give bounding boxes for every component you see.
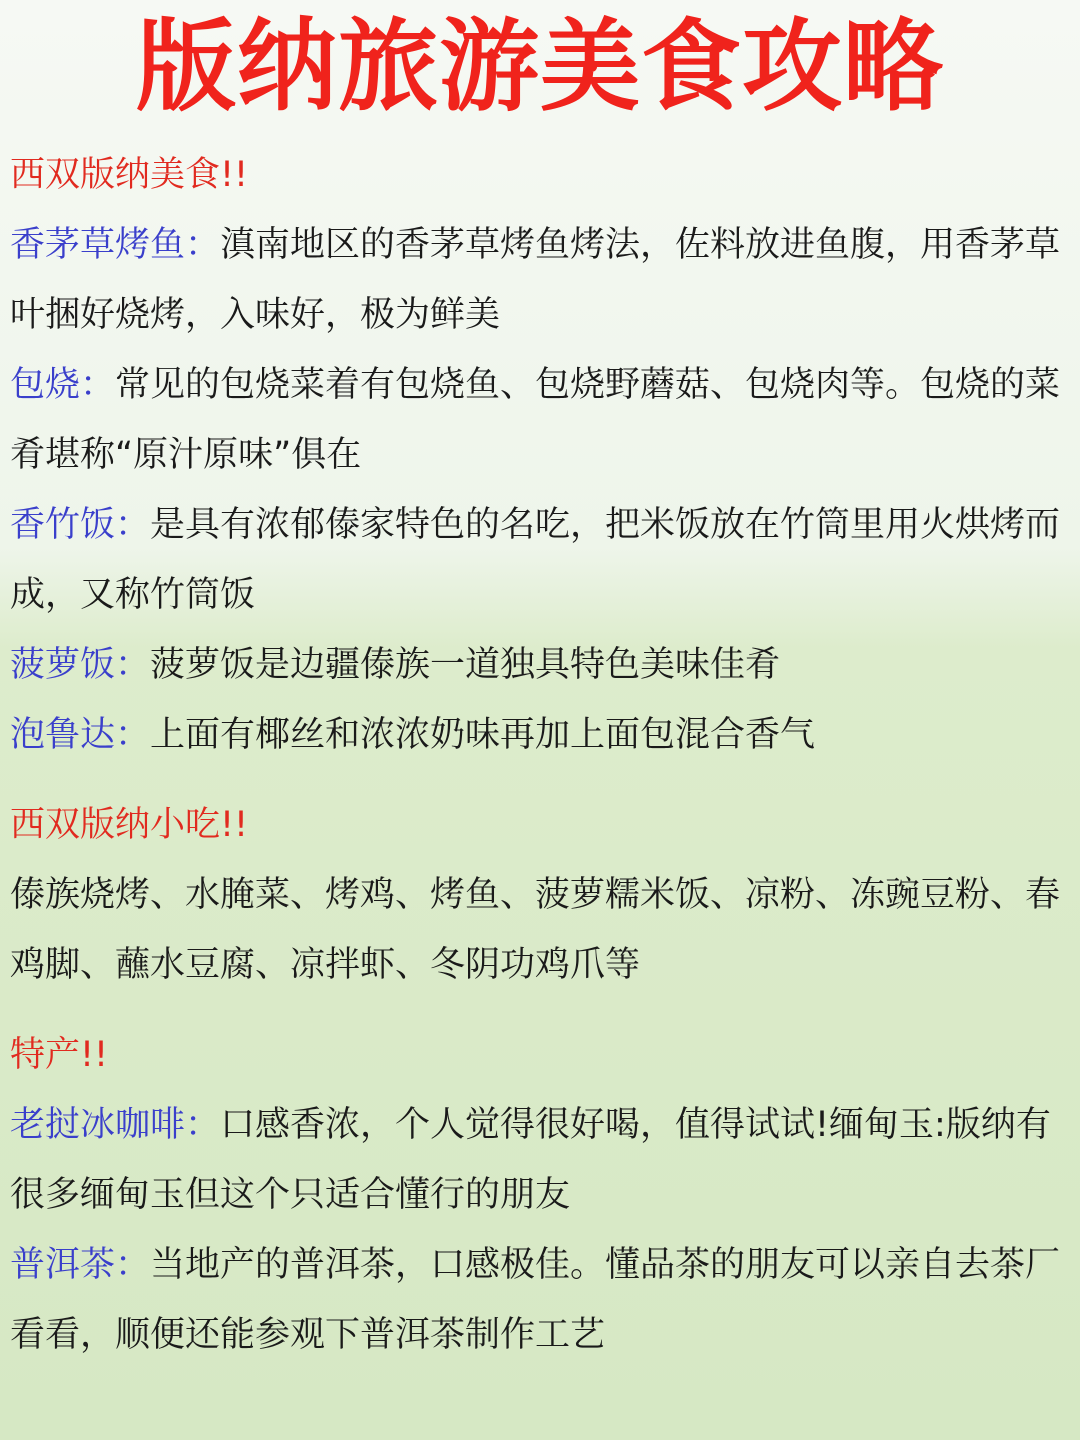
- item-label: 普洱茶：: [10, 1245, 151, 1285]
- item-text: 是具有浓郁傣家特色的名吃，把米饭放在竹筒里用火烘烤而成，又称竹筒饭: [10, 505, 1061, 615]
- section-heading-specialties: 特产!!: [10, 1035, 109, 1075]
- item-text: 常见的包烧菜着有包烧鱼、包烧野蘑菇、包烧肉等。包烧的菜肴堪称“原汁原味”俱在: [10, 365, 1061, 475]
- section-heading-snacks: 西双版纳小吃!!: [10, 805, 249, 845]
- item-label: 香竹饭：: [10, 505, 151, 545]
- item-label: 包烧：: [10, 365, 116, 405]
- food-item-paoluda: [10, 700, 1076, 770]
- item-text: 口感香浓，个人觉得很好喝，值得试试!缅甸玉:版纳有很多缅甸玉但这个只适合懂行的朋友: [10, 1105, 1051, 1215]
- item-label: 香茅草烤鱼：: [10, 225, 221, 265]
- item-label: 菠萝饭：: [10, 645, 151, 685]
- food-item-baoshao: [10, 350, 1076, 490]
- item-text: 滇南地区的香茅草烤鱼烤法，佐料放进鱼腹，用香茅草叶捆好烧烤，入味好，极为鲜美: [10, 225, 1061, 335]
- food-item-bamboo-rice: [10, 490, 1076, 630]
- section-heading-food: 西双版纳美食!!: [10, 155, 249, 195]
- item-label: 泡鲁达：: [10, 715, 151, 755]
- specialty-item-puer-tea: [10, 1230, 1076, 1370]
- food-item-lemongrass-fish: [10, 210, 1076, 350]
- page-title: 版纳旅游美食攻略: [136, 8, 944, 125]
- item-text: 当地产的普洱茶，口感极佳。懂品茶的朋友可以亲自去茶厂看看，顺便还能参观下普洱茶制作工艺: [10, 1245, 1061, 1355]
- section-spacer: [10, 770, 1076, 790]
- item-text: 菠萝饭是边疆傣族一道独具特色美味佳肴: [150, 645, 781, 685]
- item-text: 上面有椰丝和浓浓奶味再加上面包混合香气: [150, 715, 816, 755]
- section-spacer: [10, 1000, 1076, 1020]
- specialty-item-coffee: [10, 1090, 1076, 1230]
- article-body: [10, 140, 1076, 1370]
- item-label: 老挝冰咖啡：: [10, 1105, 221, 1145]
- snack-list: 傣族烧烤、水腌菜、烤鸡、烤鱼、菠萝糯米饭、凉粉、冻豌豆粉、春鸡脚、蘸水豆腐、凉拌虾、冬阴功鸡爪等: [10, 875, 1061, 985]
- food-item-pineapple-rice: [10, 630, 1076, 700]
